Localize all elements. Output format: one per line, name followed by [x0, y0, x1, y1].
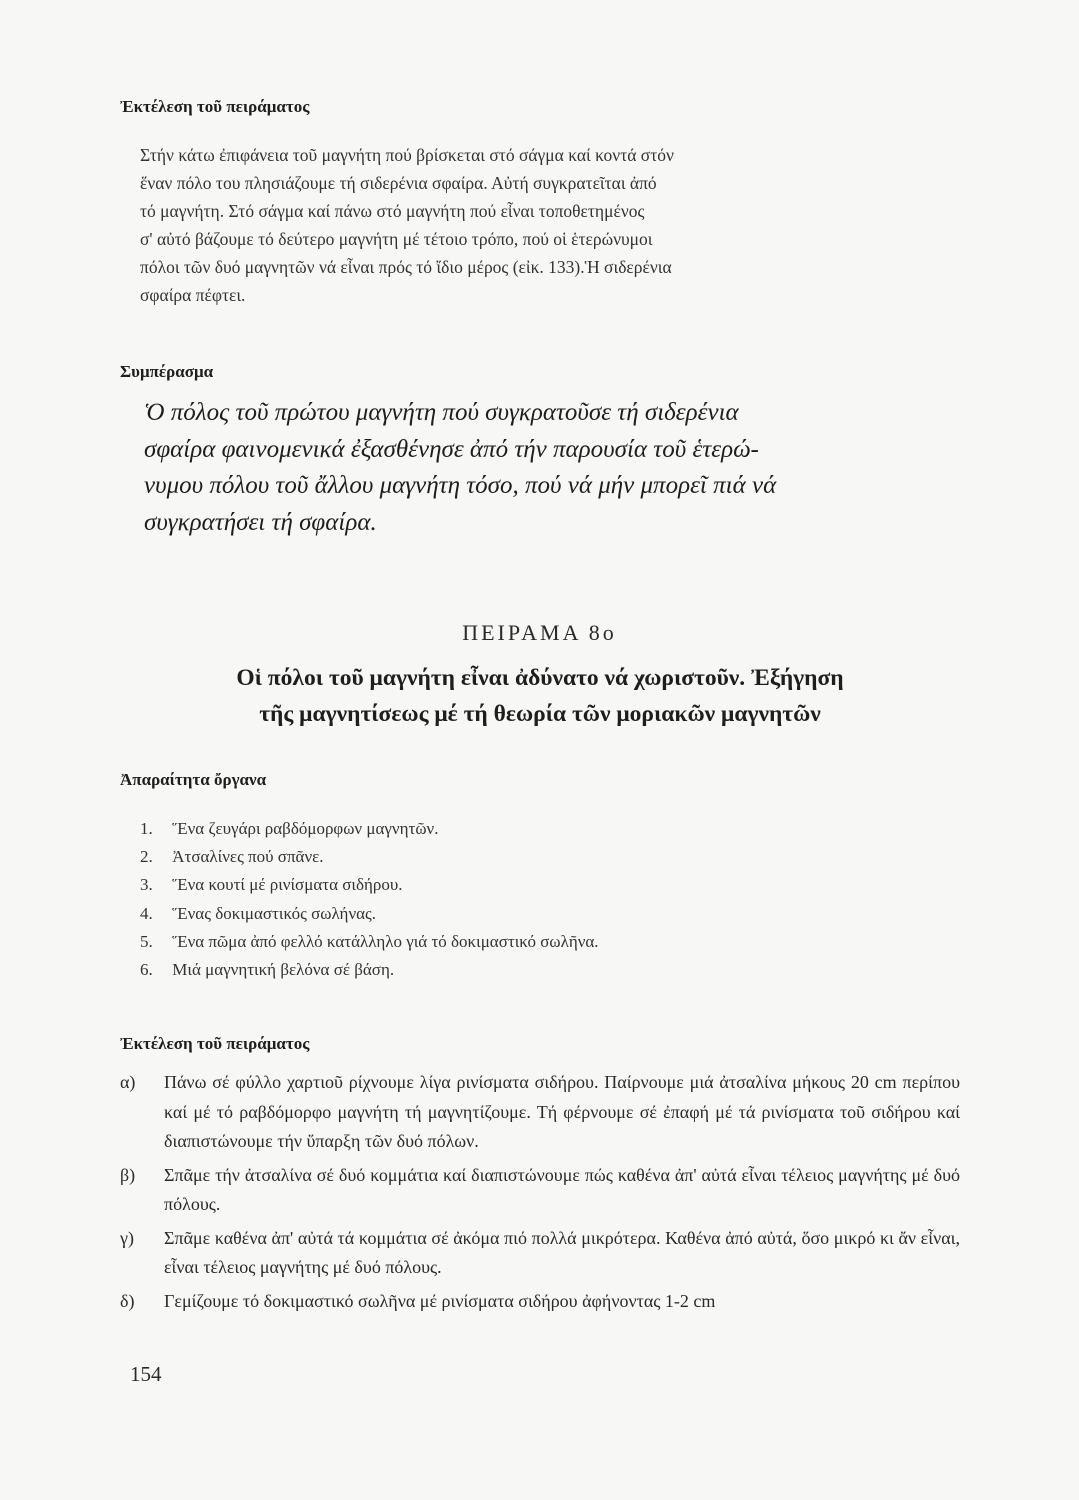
list-item-number: 6.: [140, 959, 153, 979]
list-item-text: Ἕνα κουτί μέ ρινίσματα σιδήρου.: [172, 875, 403, 895]
step-marker: α): [120, 1072, 136, 1092]
text-line: Ὁ πόλος τοῦ πρώτου μαγνήτη πού συγκρατοῦσε τή σιδερένια: [144, 399, 739, 426]
execution-paragraph-1: [140, 141, 958, 309]
text-line: νυμου πόλου τοῦ ἄλλου μαγνήτη τόσο, πού νά μήν μπορεῖ πιά νά: [144, 472, 777, 499]
equipment-heading: Ἀπαραίτητα ὄργανα: [120, 770, 267, 789]
procedure-steps: [120, 1068, 960, 1320]
conclusion-heading: Συμπέρασμα: [120, 362, 214, 381]
page-number: 154: [130, 1362, 162, 1386]
list-item: [140, 928, 960, 956]
conclusion-paragraph: [144, 395, 958, 541]
procedure-step: [120, 1224, 960, 1283]
bleedthrough-text: ⠀: [820, 94, 833, 113]
procedure-step: [120, 1068, 960, 1157]
list-item-text: Ἀτσαλίνες πού σπᾶνε.: [172, 847, 324, 867]
text-line: σ' αὐτό βάζουμε τό δεύτερο μαγνήτη μέ τέτοιο τρόπο, πού οἱ ἑτερώνυμοι: [140, 229, 653, 249]
title-line: τῆς μαγνητίσεως μέ τή θεωρία τῶν μοριακῶν μαγνητῶν: [259, 701, 821, 727]
list-item-text: Ἕνα ζευγάρι ραβδόμορφων μαγνητῶν.: [172, 819, 439, 838]
text-line: σφαίρα φαινομενικά ἐξασθένησε ἀπό τήν παρουσία τοῦ ἑτερώ-: [144, 435, 759, 463]
list-item: [140, 956, 960, 984]
list-item-number: 4.: [140, 903, 153, 923]
list-item: [140, 815, 960, 843]
step-marker: δ): [120, 1290, 135, 1311]
text-line: σφαίρα πέφτει.: [140, 285, 246, 305]
list-item-text: Ἕνας δοκιμαστικός σωλήνας.: [172, 903, 377, 923]
experiment-title: [120, 660, 960, 732]
list-item: [140, 843, 960, 871]
list-item-number: 5.: [140, 931, 153, 951]
list-item-number: 3.: [140, 875, 153, 895]
procedure-step: [120, 1287, 960, 1317]
equipment-list: [140, 815, 960, 984]
step-text: Γεμίζουμε τό δοκιμαστικό σωλῆνα μέ ρινίσματα σιδήρου ἀφήνοντας 1-2 cm: [164, 1290, 716, 1311]
text-line: συγκρατήσει τή σφαίρα.: [144, 508, 377, 536]
list-item-text: Μιά μαγνητική βελόνα σέ βάση.: [172, 959, 395, 979]
step-marker: β): [120, 1164, 136, 1185]
step-text: Σπᾶμε καθένα ἀπ' αὐτά τά κομμάτια σέ ἀκόμα πιό πολλά μικρότερα. Καθένα ἀπό αὐτά, ὅσο μικρό κι ἄν εἶναι, εἶναι τέλειος μαγνήτης μέ δυό πόλους.: [164, 1227, 960, 1277]
text-line: ἕναν πόλο του πλησιάζουμε τή σιδερένια σφαίρα. Αὐτή συγκρατεῖται ἀπό: [140, 173, 657, 193]
title-line: Οἱ πόλοι τοῦ μαγνήτη εἶναι ἀδύνατο νά χωριστοῦν. Ἐξήγηση: [236, 665, 844, 691]
text-line: τό μαγνήτη. Στό σάγμα καί πάνω στό μαγνήτη πού εἶναι τοποθετημένος: [140, 201, 645, 221]
experiment-number: ΠΕΙΡΑΜΑ 8ο: [462, 620, 617, 645]
list-item-number: 2.: [140, 847, 153, 867]
step-text: Πάνω σέ φύλλο χαρτιοῦ ρίχνουμε λίγα ρινίσματα σιδήρου. Παίρνουμε μιά ἀτσαλίνα μήκους 20 cm περίπου καί μέ τό ραβδόμορφο μαγνήτη τή μαγνητίζουμε. Τή φέρνουμε σέ ἐπαφή μέ τά ρινίσματα τοῦ σιδήρου καί διαπιστώνουμε τήν ὕπαρξη τῶν δυό πόλων.: [164, 1072, 960, 1151]
execution-heading-1: Ἐκτέλεση τοῦ πειράματος: [120, 97, 310, 116]
procedure-step: [120, 1161, 960, 1220]
list-item-number: 1.: [140, 819, 153, 838]
list-item: [140, 871, 960, 899]
step-marker: γ): [120, 1227, 134, 1248]
list-item-text: Ἕνα πῶμα ἀπό φελλό κατάλληλο γιά τό δοκιμαστικό σωλῆνα.: [172, 931, 599, 951]
text-line: πόλοι τῶν δυό μαγνητῶν νά εἶναι πρός τό ἴδιο μέρος (εἰκ. 133).Ἡ σιδερένια: [140, 257, 672, 277]
step-text: Σπᾶμε τήν ἀτσαλίνα σέ δυό κομμάτια καί διαπιστώνουμε πώς καθένα ἀπ' αὐτά εἶναι τέλειος μαγνήτης μέ δυό πόλους.: [164, 1164, 960, 1214]
list-item: [140, 900, 960, 928]
text-line: Στήν κάτω ἐπιφάνεια τοῦ μαγνήτη πού βρίσκεται στό σάγμα καί κοντά στόν: [140, 145, 674, 165]
execution-heading-2: Ἐκτέλεση τοῦ πειράματος: [120, 1034, 310, 1053]
